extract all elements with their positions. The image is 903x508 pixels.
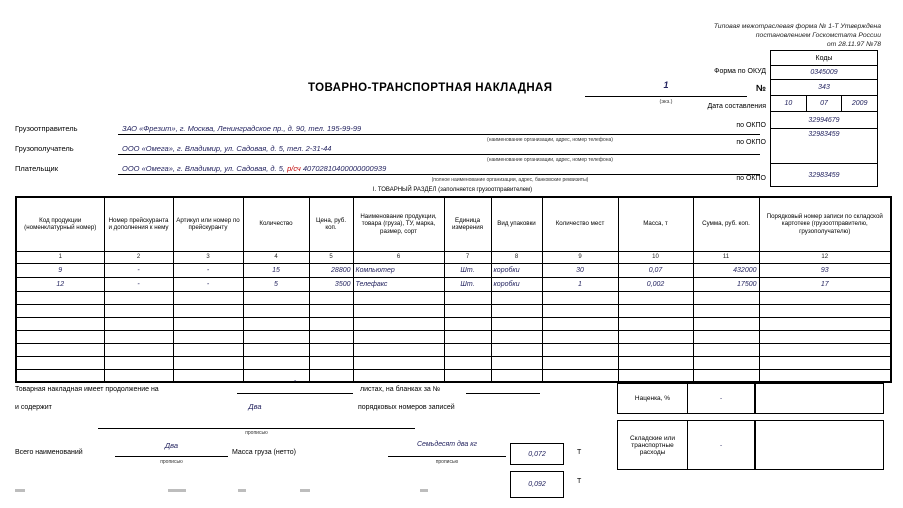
table-cell: -	[173, 277, 243, 291]
table-cell: 30	[542, 263, 618, 277]
payer-label: Плательщик	[15, 164, 58, 173]
table-cell-empty	[309, 330, 353, 343]
col-header: Артикул или номер по прейскуранту	[173, 197, 243, 251]
table-cell-empty	[104, 304, 173, 317]
table-cell-empty	[693, 356, 759, 369]
table-empty-row	[16, 330, 891, 343]
table-cell-empty	[491, 291, 542, 304]
table-cell-empty	[243, 291, 309, 304]
waybill-number-value: 343	[770, 79, 878, 96]
continuation-number-blank	[466, 378, 540, 394]
col-header: Вид упаковки	[491, 197, 542, 251]
table-cell: Компьютер	[353, 263, 444, 277]
date-year: 2009	[841, 96, 877, 112]
table-cell-empty	[309, 291, 353, 304]
col-header: Цена, руб. коп.	[309, 197, 353, 251]
table-cell: -	[104, 277, 173, 291]
table-cell-empty	[309, 304, 353, 317]
table-cell-empty	[759, 317, 891, 330]
table-cell-empty	[542, 369, 618, 382]
table-cell: 93	[759, 263, 891, 277]
table-cell-empty	[444, 356, 491, 369]
markup-box	[617, 383, 884, 414]
table-cell-empty	[618, 369, 693, 382]
table-cell-empty	[542, 330, 618, 343]
table-cell-empty	[693, 343, 759, 356]
codes-header: Коды	[770, 50, 878, 66]
date-value	[770, 95, 878, 113]
net-mass-unit: Т	[577, 449, 582, 456]
col-header: Масса, т	[618, 197, 693, 251]
okpo-label-consignee: по ОКПО	[736, 139, 766, 146]
date-day: 10	[784, 100, 793, 107]
goods-section-header: I. ТОВАРНЫЙ РАЗДЕЛ (заполняется грузоотправителем)	[372, 187, 533, 193]
table-cell-empty	[309, 317, 353, 330]
payer-account-label: р/сч	[287, 164, 301, 173]
table-cell-empty	[618, 356, 693, 369]
table-cell-empty	[759, 369, 891, 382]
table-empty-row	[16, 356, 891, 369]
table-cell-empty	[104, 369, 173, 382]
col-number: 8	[491, 251, 542, 263]
col-number: 2	[104, 251, 173, 263]
okpo-label-payer: по ОКПО	[736, 175, 766, 182]
table-empty-row	[16, 317, 891, 330]
table-cell-empty	[759, 291, 891, 304]
table-cell-empty	[618, 304, 693, 317]
table-cell: -	[173, 263, 243, 277]
col-header: Единица измерения	[444, 197, 491, 251]
col-header: Количество мест	[542, 197, 618, 251]
table-cell-empty	[104, 291, 173, 304]
contains-value: Два	[248, 402, 262, 411]
warehouse-blank-cell	[754, 420, 884, 470]
total-items-value: Два	[115, 441, 228, 457]
form-note-line: постановлением Госкомстата России	[755, 32, 881, 40]
table-cell-empty	[693, 304, 759, 317]
column-number-row	[16, 251, 891, 263]
table-cell: 5	[243, 277, 309, 291]
table-cell-empty	[618, 330, 693, 343]
table-cell-empty	[693, 317, 759, 330]
warehouse-expenses-label: Складские или транспортные расходы	[617, 420, 688, 470]
copy-number-value: 1	[663, 80, 669, 90]
shipper-row	[15, 124, 760, 135]
document-title: ТОВАРНО-ТРАНСПОРТНАЯ НАКЛАДНАЯ	[308, 82, 553, 94]
table-cell-empty	[353, 330, 444, 343]
table-cell: Телефакс	[353, 277, 444, 291]
consignee-value: ООО «Омега», г. Владимир, ул. Садовая, д. 5, тел. 2-31-44	[118, 144, 760, 155]
table-cell-empty	[104, 330, 173, 343]
shipper-sublabel: (наименование организации, адрес, номер телефона)	[487, 137, 613, 143]
table-cell-empty	[491, 304, 542, 317]
cutoff-text-fragment	[238, 489, 246, 492]
form-note-line: Типовая межотраслевая форма № 1-Т Утверждена	[713, 23, 881, 30]
table-cell-empty	[353, 356, 444, 369]
okpo-consignee-value: 32983459	[770, 128, 878, 165]
continuation-text-2: листах, на бланках за №	[360, 386, 441, 393]
propisyu-caption-3: прописью	[435, 459, 459, 465]
table-cell-empty	[16, 356, 104, 369]
table-cell-empty	[542, 291, 618, 304]
table-cell-empty	[491, 317, 542, 330]
table-cell-empty	[243, 304, 309, 317]
goods-table-body	[16, 263, 891, 382]
table-cell-empty	[173, 330, 243, 343]
cutoff-text-fragment	[15, 489, 25, 492]
table-cell-empty	[618, 317, 693, 330]
table-empty-row	[16, 343, 891, 356]
gross-mass-value: 0,092	[510, 471, 564, 498]
contains-underline	[98, 412, 415, 429]
table-cell-empty	[759, 343, 891, 356]
table-cell-empty	[542, 304, 618, 317]
table-cell-empty	[104, 343, 173, 356]
okud-value: 0345009	[770, 65, 878, 81]
table-empty-row	[16, 291, 891, 304]
warehouse-expenses-value: -	[687, 420, 756, 470]
table-cell-empty	[16, 343, 104, 356]
table-cell: 28800	[309, 263, 353, 277]
table-cell-empty	[759, 356, 891, 369]
copy-number-caption: (экз.)	[659, 99, 673, 105]
col-header: Порядковый номер записи по складской картотеке (грузоотправителю, грузополучателю)	[759, 197, 891, 251]
net-mass-words: Семьдесят два кг	[388, 441, 506, 457]
table-cell-empty	[491, 330, 542, 343]
table-cell-empty	[243, 356, 309, 369]
okpo-shipper-value: 32994679	[770, 111, 878, 129]
form-note-line: от 28.11.97 №78	[826, 41, 881, 49]
total-items-label: Всего наименований	[15, 449, 83, 456]
shipper-label: Грузоотправитель	[15, 124, 78, 133]
table-cell-empty	[16, 330, 104, 343]
table-cell-empty	[353, 369, 444, 382]
table-cell-empty	[16, 304, 104, 317]
col-number: 7	[444, 251, 491, 263]
propisyu-caption-1: прописью	[245, 430, 268, 436]
table-row	[16, 263, 891, 277]
table-cell-empty	[759, 304, 891, 317]
table-cell-empty	[542, 343, 618, 356]
table-cell: 12	[16, 277, 104, 291]
table-cell: -	[104, 263, 173, 277]
col-header: Наименование продукции, товара (груза), ТУ, марка, размер, сорт	[353, 197, 444, 251]
table-cell: 1	[542, 277, 618, 291]
consignee-label: Грузополучатель	[15, 144, 74, 153]
header-row	[16, 197, 891, 251]
table-cell-empty	[353, 343, 444, 356]
table-cell-empty	[173, 369, 243, 382]
table-cell: 0,002	[618, 277, 693, 291]
table-cell: коробки	[491, 263, 542, 277]
table-cell: Шт.	[444, 263, 491, 277]
goods-table	[15, 196, 892, 383]
table-cell: 3500	[309, 277, 353, 291]
table-cell-empty	[16, 317, 104, 330]
table-cell-empty	[444, 304, 491, 317]
table-cell-empty	[243, 330, 309, 343]
shipper-value: ЗАО «Фрезит», г. Москва, Ленинградское пр., д. 90, тел. 195-99-99	[118, 124, 760, 135]
table-cell-empty	[173, 291, 243, 304]
propisyu-caption-2: прописью	[160, 459, 183, 465]
col-number: 1	[16, 251, 104, 263]
col-header: Код продукции (номенклатурный номер)	[16, 197, 104, 251]
table-cell-empty	[353, 304, 444, 317]
table-cell-empty	[243, 317, 309, 330]
col-number: 4	[243, 251, 309, 263]
table-cell: 432000	[693, 263, 759, 277]
goods-table-head	[16, 197, 891, 263]
col-header: Номер прейскуранта и дополнения к нему	[104, 197, 173, 251]
table-cell-empty	[491, 343, 542, 356]
table-cell: Шт.	[444, 277, 491, 291]
table-row	[16, 277, 891, 291]
col-header: Сумма, руб. коп.	[693, 197, 759, 251]
table-cell-empty	[104, 356, 173, 369]
table-empty-row	[16, 369, 891, 382]
table-cell-empty	[693, 291, 759, 304]
table-cell-empty	[309, 356, 353, 369]
table-cell-empty	[353, 317, 444, 330]
form-type-note	[714, 22, 881, 50]
contains-text-2: порядковых номеров записей	[358, 404, 455, 411]
table-cell-empty	[444, 330, 491, 343]
contains-label: и содержит	[15, 404, 52, 411]
table-cell-empty	[693, 330, 759, 343]
col-number: 10	[618, 251, 693, 263]
table-cell-empty	[173, 343, 243, 356]
col-number: 11	[693, 251, 759, 263]
table-cell-empty	[542, 317, 618, 330]
consignee-row	[15, 144, 760, 155]
col-number: 12	[759, 251, 891, 263]
warehouse-expenses-box	[617, 420, 884, 470]
table-cell-empty	[618, 291, 693, 304]
cutoff-text-fragment	[300, 489, 310, 492]
codes-box	[770, 50, 878, 187]
table-empty-row	[16, 304, 891, 317]
table-cell-empty	[173, 304, 243, 317]
cutoff-text-fragment	[420, 489, 428, 492]
table-cell-empty	[759, 330, 891, 343]
col-header: Количество	[243, 197, 309, 251]
table-cell-empty	[444, 343, 491, 356]
payer-row	[15, 164, 760, 175]
col-number: 9	[542, 251, 618, 263]
markup-blank-cell	[754, 383, 884, 414]
table-cell: 15	[243, 263, 309, 277]
table-cell: 9	[16, 263, 104, 277]
net-mass-value: 0,072	[510, 443, 564, 465]
payer-sublabel: (полное наименование организации, адрес, банковские реквизиты)	[431, 177, 589, 183]
continuation-sheets-blank: -	[237, 378, 353, 394]
col-number: 5	[309, 251, 353, 263]
table-cell-empty	[309, 343, 353, 356]
table-cell: коробки	[491, 277, 542, 291]
continuation-text-1: Товарная накладная имеет продолжение на	[15, 386, 159, 393]
col-number: 6	[353, 251, 444, 263]
table-cell-empty	[693, 369, 759, 382]
table-cell-empty	[353, 291, 444, 304]
markup-value: -	[687, 383, 756, 414]
table-cell-empty	[618, 343, 693, 356]
table-cell: 17	[759, 277, 891, 291]
date-month: 07	[806, 96, 842, 112]
okpo-label-shipper: по ОКПО	[736, 122, 766, 129]
col-number: 3	[173, 251, 243, 263]
payer-account-number: 40702810400000000939	[302, 164, 387, 173]
table-cell-empty	[104, 317, 173, 330]
table-cell-empty	[173, 356, 243, 369]
gross-mass-unit: Т	[577, 478, 582, 485]
okud-label: Форма по ОКУД	[714, 68, 766, 75]
consignee-sublabel: (наименование организации, адрес, номер телефона)	[487, 157, 613, 163]
payer-address: ООО «Омега», г. Владимир, ул. Садовая, д. 5,	[122, 164, 285, 173]
table-cell-empty	[542, 356, 618, 369]
table-cell-empty	[491, 356, 542, 369]
date-label: Дата составления	[707, 103, 766, 110]
table-cell-empty	[173, 317, 243, 330]
table-cell-empty	[444, 291, 491, 304]
table-cell-empty	[16, 291, 104, 304]
table-cell-empty	[16, 369, 104, 382]
number-label: №	[755, 83, 766, 93]
table-cell: 0,07	[618, 263, 693, 277]
table-cell: 17500	[693, 277, 759, 291]
payer-value	[118, 164, 760, 175]
cutoff-text-fragment	[168, 489, 186, 492]
net-mass-label: Масса груза (нетто)	[232, 449, 296, 456]
markup-label: Наценка, %	[617, 383, 688, 414]
okpo-payer-value: 32983459	[770, 163, 878, 187]
table-cell-empty	[243, 343, 309, 356]
table-cell-empty	[444, 317, 491, 330]
